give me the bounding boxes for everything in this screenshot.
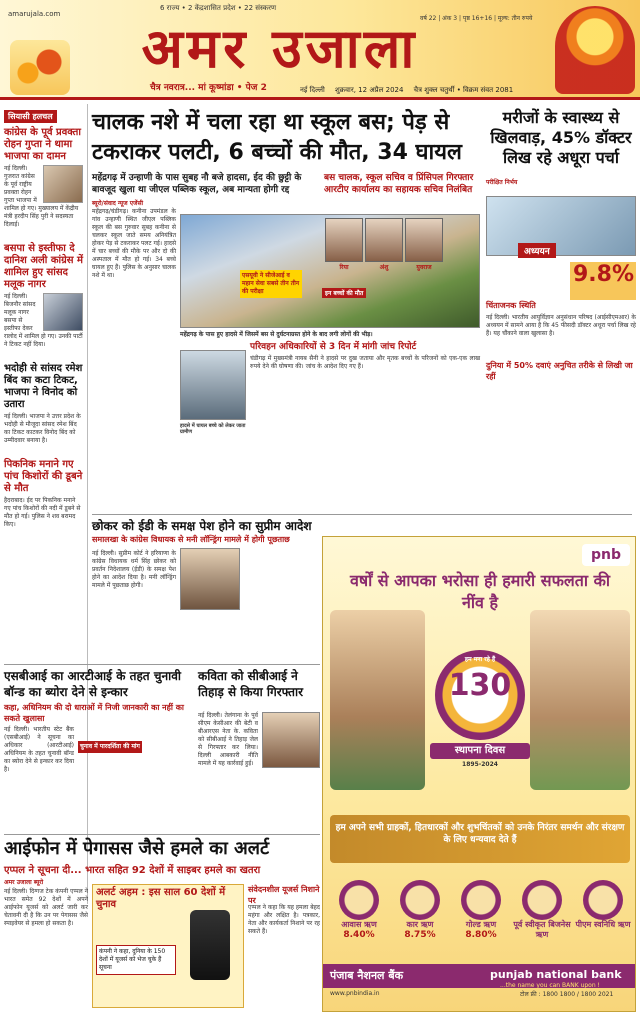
tagline: चैत्र नवरात्र... मां कूष्मांडा • पेज 2 <box>150 83 267 93</box>
kavita-portrait <box>262 712 320 768</box>
loan-item[interactable] <box>513 880 571 940</box>
editions-line: 6 राज्य • 2 केंद्रशासित प्रदेश • 22 संस्करण <box>160 4 277 12</box>
sthapna-divas: स्थापना दिवस <box>430 743 530 759</box>
photo-caption: महेंद्रगढ़ के पास हुए हादसे में जिसमें बस से दुर्घटनाग्रस्त होने के बाद लगी लोगों की भीड़। <box>180 331 373 338</box>
divider <box>4 664 320 665</box>
victims-tag: इन बच्चों की मौत <box>322 288 366 298</box>
lead-body-text: महेंद्रगढ़/चंडीगढ़। कनीना उपमंडल के गांव उन्हाणी स्थित जीएल पब्लिक स्कूल की बस गुरुवार सुबह कनीना से चलकर स्कूल जाते समय अनियंत्रित होकर पेड़ से टकराकर पलट गई। हादसे में चार बच्चों की मौके पर और दो की अस्पताल में मौत हो गई। 34 बच्चे घायल हुए हैं। पुलिस के अनुसार चालक नशे में था। <box>92 208 176 279</box>
toll-free: टोल फ्री : 1800 1800 / 1800 2021 <box>520 991 614 998</box>
health-text: नई दिल्ली। भारतीय आयुर्विज्ञान अनुसंधान परिषद (आईसीएमआर) के अध्ययन में सामने आया है कि 45 फीसदी डॉक्टर अधूरा पर्चा लिख रहे हैं। यह चौंकाने वाला खुलासा है। <box>486 314 636 337</box>
sbi-headline[interactable]: एसबीआई का आरटीआई के तहत चुनावी बॉन्ड का ब्योरा देने से इन्कार <box>4 669 181 699</box>
city: नई दिल्ली <box>300 86 325 94</box>
ed-headline[interactable]: छोकर को ईडी के समक्ष पेश होने का सुप्रीम आदेश <box>92 519 312 533</box>
kavita-text: नई दिल्ली। तेलंगाना के पूर्व सीएम केसीआर की बेटी व बीआरएस नेता के. कविता को सीबीआई ने तिहाड़ जेल से गिरफ्तार कर लिया। दिल्ली आबकारी नीति मामले में यह कार्रवाई हुई। <box>198 712 258 767</box>
loan-item[interactable] <box>452 880 510 940</box>
loan-item[interactable] <box>574 880 632 930</box>
ed-subhead: समालखा के कांग्रेस विधायक से मनी लॉन्ड्रिंग मामले में होगी पूछताछ <box>92 535 290 544</box>
lead-byline: ब्यूरो/संवाद न्यूज एजेंसी <box>92 200 144 207</box>
loan-rate: 8.75% <box>404 930 436 940</box>
health-byline: परीक्षित निर्भय <box>486 179 518 186</box>
story-headline[interactable]: पिकनिक मनाने गए पांच किशोरों की डूबने से मौत <box>4 459 83 494</box>
victim-photo <box>325 218 363 262</box>
lead-deck-text: महेंद्रगढ़ में उन्हाणी के पास सुबह नौ बजे हादसा, ईद की छुट्टी के बावजूद खुला था जीएल पब्लिक स्कूल, अब मान्यता होगी रद्द <box>92 173 302 195</box>
photo-badge: एसयूवी ने सीजेआई व महान सेवा सबसे तीन तीन की परीक्षा <box>240 270 302 298</box>
site-url[interactable]: amarujala.com <box>8 10 61 18</box>
health-headline[interactable]: मरीजों के स्वास्थ्य से खिलवाड़, 45% डॉक्टर लिख रहे अधूरा पर्चा <box>490 108 632 167</box>
stat-subhead: चिंताजनक स्थिति <box>486 301 536 310</box>
dateline <box>300 86 630 95</box>
report-box <box>250 342 480 371</box>
victim-photo <box>365 218 403 262</box>
story-text: हैदराबाद। ईद पर पिकनिक मनाने गए पांच किशोरों की नदी में डूबने से मौत हो गई। पुलिस ने शव बरामद किए। <box>4 497 81 528</box>
sbi-text: नई दिल्ली। भारतीय स्टेट बैंक (एसबीआई) ने सूचना का अधिकार (आरटीआई) अधिनियम के तहत चुनावी बॉन्ड का ब्योरा देने से इन्कार कर दिया है। <box>4 726 74 773</box>
doctor-photo <box>486 196 636 256</box>
pnb-logo: pnb <box>582 544 630 566</box>
loan-label: कार ऋण <box>406 920 434 929</box>
loan-label: पूर्व स्वीकृत बिजनेस ऋण <box>513 920 571 939</box>
gold-loan-icon <box>461 880 501 920</box>
date: शुक्रवार, 12 अप्रैल 2024 <box>335 86 404 94</box>
ed-text: नई दिल्ली। सुप्रीम कोर्ट ने हरियाणा के कांग्रेस विधायक धर्म सिंह छोकर को प्रवर्तन निदेशालय (ईडी) के समक्ष पेश होने का आदेश दिया है। मनी लॉन्ड्रिंग मामले में पूछताछ होगी। <box>92 550 176 589</box>
bank-name-hindi: पंजाब नैशनल बैंक <box>330 969 404 982</box>
samvat: चैत्र शुक्ल चतुर्थी • विक्रम संवत 2081 <box>413 86 514 94</box>
home-loan-icon <box>339 880 379 920</box>
alert-headline: अलर्ट अहम : इस साल 60 देशों में चुनाव <box>96 887 226 910</box>
section-tag: सियासी हलचल <box>4 110 57 123</box>
victim-photo <box>405 218 443 262</box>
health-label: अध्ययन <box>518 243 556 258</box>
left-column <box>0 104 88 904</box>
story-photo <box>43 293 83 331</box>
bank-slogan: ...the name you can BANK upon ! <box>500 982 600 989</box>
iphone-byline: अमर उजाला ब्यूरो <box>4 879 44 886</box>
car-loan-icon <box>400 880 440 920</box>
ad-headline: वर्षों से आपका भरोसा ही हमारी सफलता की नींव है <box>349 571 611 612</box>
sbi-box: चुनाव में पारदर्शिता की मांग <box>78 741 142 753</box>
victim-photos <box>325 218 481 284</box>
story-headline[interactable]: भदोही से सांसद रमेश बिंद का कटा टिकट, भाजपा ने विनोद को उतारा <box>4 363 83 410</box>
divider <box>92 514 632 515</box>
story-headline[interactable]: बसपा से इस्तीफा दे दानिश अली कांग्रेस में शामिल हुए सांसद मलूक नागर <box>4 243 83 290</box>
sbi-subhead: कहा, अधिनियम की दो धाराओं में निजी जानकारी का नहीं का सकते खुलासा <box>4 703 184 723</box>
iphone-headline[interactable]: आईफोन में पेगासस जैसे हमले का अलर्ट <box>4 838 270 859</box>
thanks-text: हम अपने सभी ग्राहकों, हितधारकों और शुभचिंतकों को उनके निरंतर समर्थन और संरक्षण के लिए धन्यवाद देते हैं <box>335 823 625 845</box>
lead-headline[interactable]: चालक नशे में चला रहा था स्कूल बस; पेड़ से टकराकर पलटी, 6 बच्चों की मौत, 34 घायल <box>92 110 462 165</box>
badge-top: हम मना रहे हैं <box>464 656 496 663</box>
stat-percent: 9.8% <box>573 262 635 287</box>
loan-label: गोल्ड ऋण <box>465 920 497 929</box>
report-headline[interactable]: परिवहन अधिकारियों से 3 दिन में मांगी जांच रिपोर्ट <box>250 342 417 352</box>
story-photo <box>43 165 83 203</box>
anniversary-number: 130 <box>448 668 512 703</box>
lead-body <box>92 200 176 280</box>
divider <box>4 834 320 835</box>
story-text: नई दिल्ली। गुजरात कांग्रेस के पूर्व राष्ट्रीय प्रवक्ता रोहन गुप्ता भाजपा में शामिल हो गए। मुख्यालय में केंद्रीय मंत्री हरदीप सिंह पुरी ने सदस्यता दिलाई। <box>4 165 79 228</box>
bank-name-english: punjab national bank <box>490 968 622 981</box>
phone-illustration <box>190 910 230 980</box>
diya-illustration <box>10 40 70 95</box>
iphone-subhead: एप्पल ने सूचना दी... भारत सहित 92 देशों में साइबर हमले का खतरा <box>4 865 261 876</box>
issue-meta: वर्ष 22 | अंक 3 | पृष्ठ 16+16 | मूल्य: तीन रुपये <box>420 15 533 22</box>
customers-photo-left <box>330 610 425 790</box>
loan-label: आवास ऋण <box>341 920 377 929</box>
goddess-illustration <box>555 6 635 94</box>
victim-name: रिया <box>339 264 349 271</box>
report-text: चंडीगढ़ में मुख्यमंत्री नायब सैनी ने हादसे पर दुख जताया और मृतक बच्चों के परिजनों को एक-एक लाख रुपये देने की घोषणा की। जांच के आदेश दिए गए हैं। <box>250 355 480 370</box>
loan-item[interactable] <box>330 880 388 940</box>
story-text: नई दिल्ली। भाजपा ने उत्तर प्रदेश के भदोही से मौजूदा सांसद रमेश बिंद का टिकट काटकर विनोद बिंद को उम्मीदवार बनाया है। <box>4 413 81 444</box>
lead-deck-2: बस चालक, स्कूल सचिव व प्रिंसिपल गिरफ्तार आरटीए कार्यालय का सहायक सचिव निलंबित <box>324 173 474 195</box>
loan-item[interactable] <box>391 880 449 940</box>
injured-child-photo <box>180 350 246 420</box>
victim-name: अंशु <box>379 264 389 271</box>
inset-caption: हादसे में घायल बच्चे को लेकर जाता ग्रामीण <box>180 423 246 435</box>
year-range: 1895-2024 <box>462 761 498 768</box>
side-text: एप्पल ने कहा कि यह हमला बेहद महंगा और लक्षित है। पत्रकार, नेता और कार्यकर्ता निशाने पर रह सकते हैं। <box>248 904 320 935</box>
business-loan-icon <box>522 880 562 920</box>
loan-rate: 8.80% <box>465 930 497 940</box>
bank-url[interactable]: www.pnbindia.in <box>330 990 380 997</box>
newspaper-logo: अमर उजाला <box>141 16 419 80</box>
story-text: नई दिल्ली। बिजनौर सांसद मलूक नागर बसपा से इस्तीफा देकर रालोद में शामिल हो गए। उनकी पार्टी ने टिकट नहीं दिया। <box>4 293 83 348</box>
victim-name: युवराज <box>416 264 432 271</box>
story-headline[interactable]: कांग्रेस के पूर्व प्रवक्ता रोहन गुप्ता ने थामा भाजपा का दामन <box>4 127 81 162</box>
mla-portrait <box>180 548 240 610</box>
lead-deck <box>92 172 322 196</box>
customers-photo-right <box>530 610 630 790</box>
iphone-text: नई दिल्ली। दिग्गज टेक कंपनी एप्पल ने भारत समेत 92 देशों में अपने आईफोन यूजर्स को अलर्ट जारी कर चेतावनी दी है कि उन पर पेगासस जैसे स्पाइवेयर से हमला हो सकता है। <box>4 888 88 927</box>
loan-label: पीएम स्वनिधि ऋण <box>575 920 631 929</box>
health-box-head: दुनिया में 50% दवाएं अनुचित तरीके से लिखी जा रहीं <box>486 361 633 381</box>
alert-pill: कंपनी ने कहा, दुनिया के 150 देशों में यूजर्स को भेज चुके हैं सूचना <box>96 945 176 975</box>
loan-rate: 8.40% <box>343 930 375 940</box>
kavita-headline[interactable]: कविता को सीबीआई ने तिहाड़ से किया गिरफ्तार <box>198 669 303 699</box>
svanidhi-loan-icon <box>583 880 623 920</box>
side-headline: संवेदनशील यूजर्स निशाने पर <box>248 885 320 905</box>
